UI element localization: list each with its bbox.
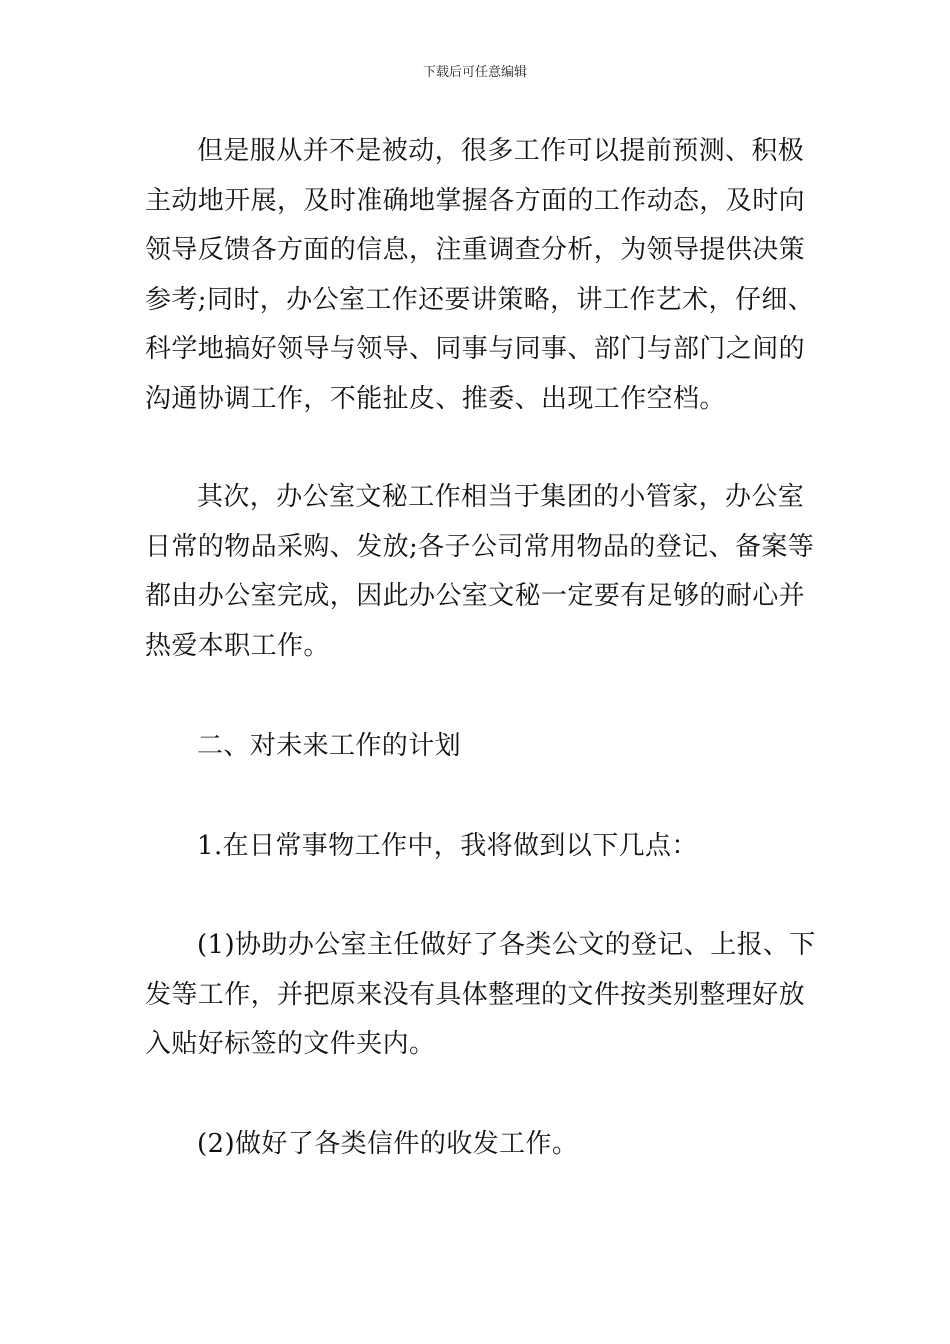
text-line: 参考;同时，办公室工作还要讲策略，讲工作艺术，仔细、 <box>145 284 815 315</box>
text-line: 主动地开展，及时准确地掌握各方面的工作动态，及时向 <box>145 185 806 216</box>
text-line: 日常的物品采购、发放;各子公司常用物品的登记、备案等 <box>145 531 815 562</box>
page-header: 下载后可任意编辑 <box>422 65 527 80</box>
list-item-mail-handling <box>145 1120 810 1170</box>
text-line: 沟通协调工作，不能扯皮、推委、出现工作空档。 <box>145 383 726 414</box>
text-line: 但是服从并不是被动，很多工作可以提前预测、积极 <box>197 136 805 166</box>
text-line: (2)做好了各类信件的收发工作。 <box>197 1129 579 1159</box>
text-line: 都由办公室完成，因此办公室文秘一定要有足够的耐心并 <box>145 581 806 611</box>
paragraph-housekeeper <box>145 473 815 671</box>
text-line: 发等工作，并把原来没有具体整理的文件按类别整理好放 <box>145 979 806 1010</box>
text-line: 热爱本职工作。 <box>145 630 330 661</box>
heading-text: 二、对未来工作的计划 <box>197 731 462 761</box>
text-line: 科学地搞好领导与领导、同事与同事、部门与部门之间的 <box>145 334 806 364</box>
paragraph-obedience <box>145 127 815 424</box>
text-line: (1)协助办公室主任做好了各类公文的登记、上报、下 <box>197 930 816 960</box>
section-heading-future-plan <box>145 722 810 772</box>
text-line: 入贴好标签的文件夹内。 <box>145 1029 436 1059</box>
text-line: 其次，办公室文秘工作相当于集团的小管家，办公室 <box>197 482 805 512</box>
list-item-document-filing <box>145 921 816 1070</box>
text-line: 领导反馈各方面的信息，注重调查分析，为领导提供决策 <box>145 235 806 265</box>
text-line: 1.在日常事物工作中，我将做到以下几点： <box>197 831 698 861</box>
list-item-daily-work <box>145 822 810 872</box>
